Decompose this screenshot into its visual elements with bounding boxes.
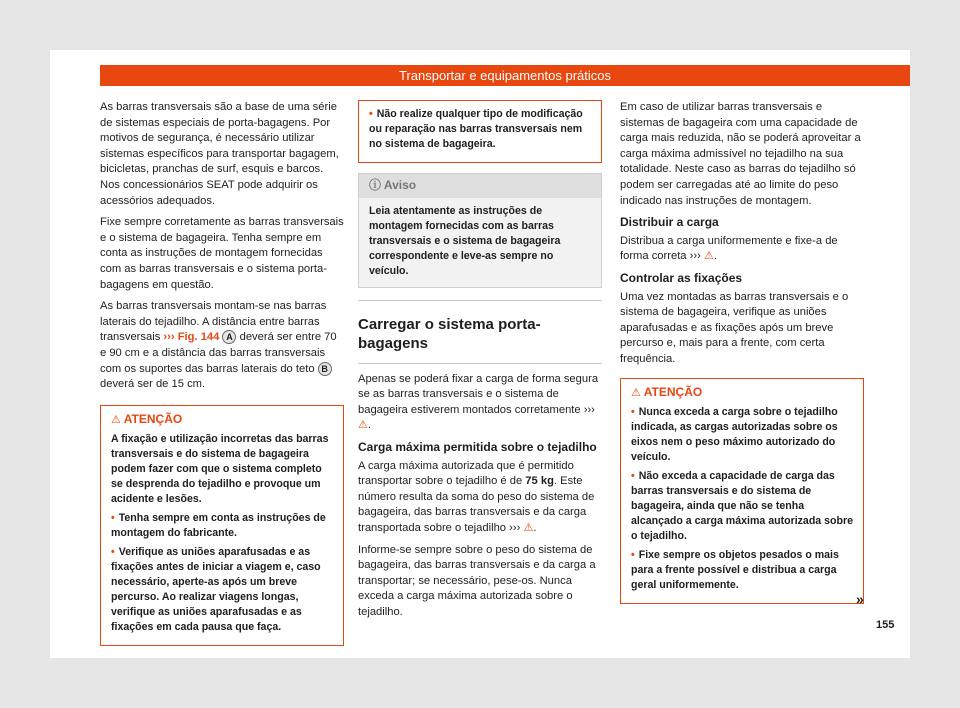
warning-triangle-icon: ⚠: [703, 250, 714, 263]
warning-item: • Tenha sempre em conta as instruções de montagem do fabricante.: [111, 512, 326, 540]
warning-item: • Nunca exceda a carga sobre o tejadilho indicada, as cargas autorizadas sobre os eixos nem o peso máximo autorizado do veículo.: [631, 406, 838, 464]
paragraph: Fixe sempre corretamente as barras transversais e o sistema de bagageira. Tenha sempre em conta as instruções de montagem fornecidas com as barras transversais e o sistema porta-bagagens em questão.: [100, 216, 344, 291]
reference-arrow[interactable]: ›››: [509, 521, 521, 534]
paragraph: As barras transversais são a base de uma série de sistemas especiais de porta-bagagens. Por motivos de segurança, é necessário utilizar sistemas específicos para transportar bagagem, bicicletas, pranchas de surf, esquis e barcos. Nos concessionários SEAT pode adquirir os acessórios adequados.: [100, 101, 339, 207]
notice-title: Aviso: [383, 178, 417, 192]
paragraph-text: deverá ser de 15 cm.: [100, 378, 206, 391]
paragraph: Informe-se sempre sobre o peso do sistema de bagageira, das barras transversais e da carga a transportar; se necessário, pese-os. Nunca exceda a carga máxima autorizada sobre o tejadilho.: [358, 543, 596, 618]
paragraph: Distribua a carga uniformemente e fixe-a de forma correta ››› ⚠.: [620, 234, 838, 263]
paragraph: A carga máxima autorizada que é permitido transportar sobre o tejadilho é de 75 kg. Este número resulta da soma do peso do sistema de bagageira, das barras transversais e da carga transportada sobre o tejadilho ››› ⚠.: [358, 459, 595, 534]
notice-header: [359, 174, 601, 198]
warning-title: ATENÇÃO: [643, 384, 703, 399]
notice-body: Leia atentamente as instruções de montagem fornecidas com as barras transversais e o sistema de bagageira correspondente e leve-as sempre no veículo.: [369, 204, 561, 277]
warning-header: [621, 379, 863, 404]
bullet-icon: •: [631, 549, 635, 562]
warning-title: ATENÇÃO: [123, 411, 183, 426]
warning-item: • Verifique as uniões aparafusadas e as fixações antes de iniciar a viagem e, caso necessário, aperte-as após um breve percurso. Ao realizar viagens longas, verifique as uniões aparafusadas e as fixações em cada pausa que faça.: [111, 546, 321, 634]
column-right: [620, 100, 864, 614]
paragraph-text: deverá ser entre 70 e 90 cm e a distância das barras transversais com os suportes das barras laterais do teto: [100, 331, 337, 375]
subheading: Controlar as fixações: [620, 270, 743, 285]
warning-box-continued: [358, 100, 602, 163]
figure-reference-link[interactable]: ››› Fig. 144: [163, 331, 220, 344]
paragraph: [100, 299, 344, 393]
bullet-icon: •: [631, 470, 635, 483]
warning-body: [621, 403, 863, 603]
paragraph: Em caso de utilizar barras transversais e sistemas de bagageira com uma capacidade de carga mais reduzida, não se poderá aproveitar a carga máxima admissível no tejadilho na sua totalidade. Neste caso as barras do tejadilho só podem ser carregadas até ao limite do peso indicado nas instruções de montagem.: [620, 101, 861, 207]
warning-body: [101, 430, 343, 645]
warning-triangle-icon: ⚠: [523, 521, 534, 534]
subheading: Distribuir a carga: [620, 215, 719, 230]
notice-box: [358, 173, 602, 288]
warning-header: [101, 406, 343, 431]
warning-item: • Não realize qualquer tipo de modificação ou reparação nas barras transversais nem no sistema de bagageira.: [369, 108, 583, 150]
marker-b: B: [318, 362, 332, 376]
section-title: Carregar o sistema porta-bagagens: [358, 315, 541, 352]
reference-arrow[interactable]: ›››: [583, 403, 595, 416]
bullet-icon: •: [111, 512, 115, 525]
column-middle: [358, 100, 602, 627]
paragraph: Uma vez montadas as barras transversais e o sistema de bagageira, verifique as uniões aparafusadas e as fixações após um breve percurso e, mais para a frente, com certa frequência.: [620, 290, 849, 365]
paragraph: Apenas se poderá fixar a carga de forma segura se as barras transversais e o sistema de bagageira estiverem montados corretamente ››› ⚠.: [358, 372, 599, 432]
page-number: 155: [876, 619, 895, 631]
bullet-icon: •: [369, 108, 373, 120]
reference-arrow[interactable]: ›››: [689, 250, 701, 263]
max-load-value: 75 kg: [525, 475, 554, 488]
section-divider: [358, 300, 602, 301]
warning-box: [100, 405, 344, 647]
continue-icon: »: [856, 591, 864, 607]
subheading: Carga máxima permitida sobre o tejadilho: [358, 439, 597, 454]
info-icon: ⓘ: [369, 178, 382, 192]
chapter-header: Transportar e equipamentos práticos: [100, 65, 910, 86]
bullet-icon: •: [631, 406, 635, 419]
warning-intro: A fixação e utilização incorretas das barras transversais e do sistema de bagageira podem fazer com que o sistema completo se desprenda do tejadilho e provoque um acidente e lesões.: [111, 433, 329, 506]
warning-item: • Não exceda a capacidade de carga das barras transversais e do sistema de bagageira, ainda que não se tenha alcançado a carga máxima autorizada sobre o tejadilho.: [631, 470, 853, 543]
warning-triangle-icon: ⚠: [111, 413, 121, 426]
section-divider: [358, 363, 602, 364]
warning-item: • Fixe sempre os objetos pesados o mais para a frente possível e distribua a carga geral uniformemente.: [631, 549, 839, 592]
bullet-icon: •: [111, 546, 115, 559]
column-left: [100, 100, 344, 656]
warning-box: [620, 378, 864, 605]
manual-page: [50, 50, 910, 658]
warning-body: [359, 101, 601, 162]
paragraph-text: As barras transversais montam-se nas barras laterais do tejadilho. A distância entre barras transversais: [100, 300, 327, 344]
warning-triangle-icon: ⚠: [358, 419, 368, 432]
warning-triangle-icon: ⚠: [631, 386, 641, 399]
marker-a: A: [222, 330, 236, 344]
